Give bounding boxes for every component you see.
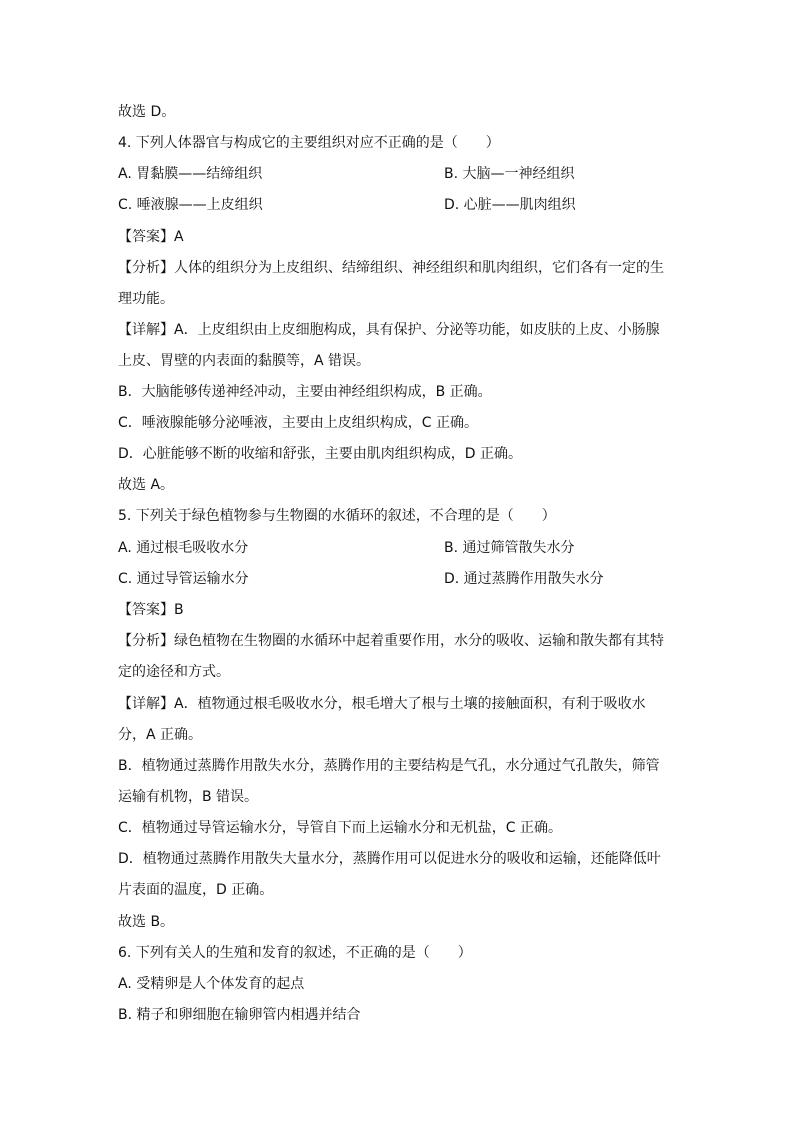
question-5-analysis-line-1: 【分析】绿色植物在生物圈的水循环中起着重要作用，水分的吸收、运输和散失都有其特 — [118, 633, 664, 649]
question-4-option-a: A. 胃黏膜——结缔组织 — [118, 166, 263, 182]
question-5-analysis-line-2: 定的途径和方式。 — [118, 664, 230, 680]
question-4-option-d: D. 心脏——肌肉组织 — [444, 197, 576, 213]
question-5-detail-b-line-2: 运输有机物，B 错误。 — [118, 789, 259, 805]
previous-conclusion: 故选 D。 — [118, 104, 176, 120]
question-6-option-a: A. 受精卵是人个体发育的起点 — [118, 976, 305, 992]
question-4-detail-c: C．唾液腺能够分泌唾液，主要由上皮组织构成，C 正确。 — [118, 415, 478, 431]
question-4-detail-line-2: 上皮、胃壁的内表面的黏膜等，A 错误。 — [118, 353, 371, 369]
question-5-option-c: C. 通过导管运输水分 — [118, 571, 249, 587]
question-4-option-b: B. 大脑—一神经组织 — [444, 166, 575, 182]
question-6-stem: 6. 下列有关人的生殖和发育的叙述，不正确的是（ ） — [118, 945, 472, 961]
question-5-detail-d-line-2: 片表面的温度，D 正确。 — [118, 882, 274, 898]
question-5-option-b: B. 通过筛管散失水分 — [444, 540, 575, 556]
question-4-analysis-line-2: 理功能。 — [118, 291, 174, 307]
question-5-detail-c: C．植物通过导管运输水分，导管自下而上运输水分和无机盐，C 正确。 — [118, 820, 562, 836]
question-4-option-c: C. 唾液腺——上皮组织 — [118, 197, 263, 213]
question-5-option-a: A. 通过根毛吸收水分 — [118, 540, 249, 556]
question-4-stem: 4. 下列人体器官与构成它的主要组织对应不正确的是（ ） — [118, 135, 500, 151]
question-5-answer: 【答案】B — [118, 602, 184, 618]
question-5-conclusion: 故选 B。 — [118, 914, 175, 930]
question-4-detail-line-1: 【详解】A．上皮组织由上皮细胞构成，具有保护、分泌等功能，如皮肤的上皮、小肠腺 — [118, 322, 660, 338]
question-5-detail-a-line-1: 【详解】A．植物通过根毛吸收水分，根毛增大了根与土壤的接触面积，有利于吸收水 — [118, 696, 646, 712]
question-5-detail-b-line-1: B．植物通过蒸腾作用散失水分，蒸腾作用的主要结构是气孔，水分通过气孔散失，筛管 — [118, 758, 660, 774]
question-6-option-b: B. 精子和卵细胞在输卵管内相遇并结合 — [118, 1007, 361, 1023]
question-5-detail-d-line-1: D．植物通过蒸腾作用散失大量水分，蒸腾作用可以促进水分的吸收和运输，还能降低叶 — [118, 851, 661, 867]
question-5-detail-a-line-2: 分，A 正确。 — [118, 727, 203, 743]
question-5-option-d: D. 通过蒸腾作用散失水分 — [444, 571, 604, 587]
question-4-detail-d: D．心脏能够不断的收缩和舒张，主要由肌肉组织构成，D 正确。 — [118, 446, 523, 462]
question-4-conclusion: 故选 A。 — [118, 477, 175, 493]
question-4-analysis-line-1: 【分析】人体的组织分为上皮组织、结缔组织、神经组织和肌肉组织，它们各有一定的生 — [118, 260, 664, 276]
question-4-answer: 【答案】A — [118, 229, 184, 245]
question-4-detail-b: B．大脑能够传递神经冲动，主要由神经组织构成，B 正确。 — [118, 384, 492, 400]
question-5-stem: 5. 下列关于绿色植物参与生物圈的水循环的叙述，不合理的是（ ） — [118, 508, 556, 524]
